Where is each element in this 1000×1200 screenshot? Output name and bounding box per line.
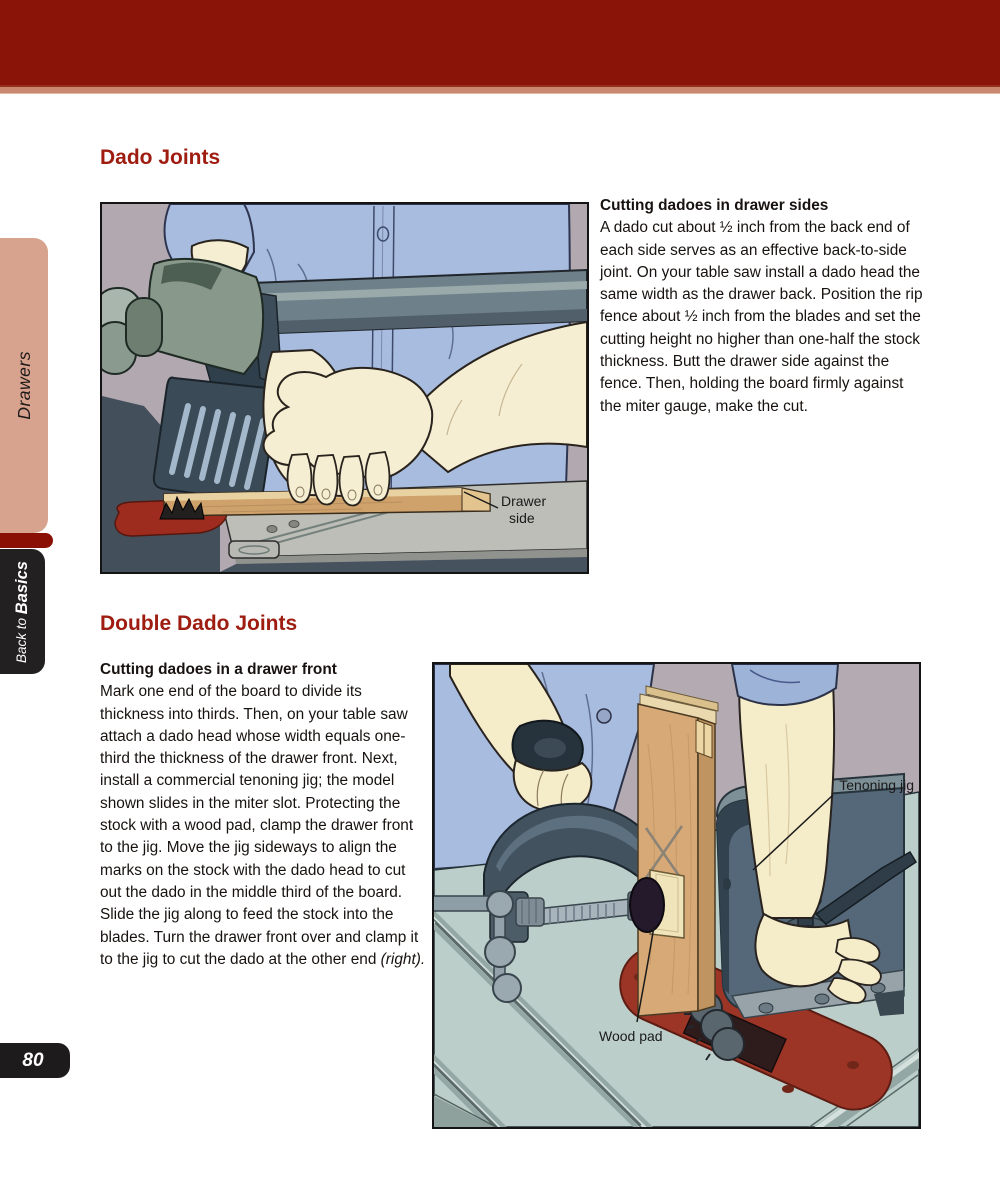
masthead-stripe (0, 85, 1000, 94)
section-heading-double-dado-joints: Double Dado Joints (100, 612, 298, 635)
article-cutting-dadoes-drawer-sides (600, 195, 925, 418)
drawer-side-label-line1: Drawer (501, 493, 547, 509)
series-tab-prefix: Back to (14, 613, 29, 663)
figure-dado-cut-illustration (100, 202, 589, 574)
page-number: 80 (22, 1049, 44, 1071)
article-body-italic: (right). (380, 950, 426, 968)
article-cutting-dadoes-drawer-front (100, 659, 430, 971)
chapter-tab-label: Drawers (13, 351, 34, 420)
article-body (100, 681, 430, 971)
drawer-front-board (638, 686, 718, 1016)
series-tab-emphasis: Basics (13, 560, 31, 614)
masthead-bar (0, 0, 1000, 85)
sidebar-accent-pill (0, 533, 53, 548)
fence-plate (154, 377, 277, 501)
sidebar-tab-chapter (0, 238, 48, 533)
figure-tenoning-jig-illustration (432, 662, 921, 1129)
article-body: A dado cut about ½ inch from the back end of each side serves as an effective back-to-side joint. On your table saw install a dado head the same width as the drawer back. Position the rip fence about ½ inch from the blades and set the cutting height no higher than one-half the stock thickness. Butt the drawer side against the fence. Then, holding the board firmly against the miter gauge, make the cut. (600, 219, 923, 415)
page-number-badge (0, 1043, 70, 1078)
dado-cut-drawing (102, 204, 587, 572)
wood-pad-label: Wood pad (599, 1028, 663, 1044)
article-title: Cutting dadoes in drawer sides (600, 197, 829, 214)
tenoning-jig-label: Tenoning jig (839, 777, 914, 793)
series-tab-label (13, 561, 32, 663)
section-heading-dado-joints: Dado Joints (100, 146, 221, 169)
drawer-side-label-line2: side (509, 510, 535, 526)
tenoning-jig-drawing (434, 664, 919, 1127)
article-body-main: Mark one end of the board to divide its thickness into thirds. Then, on your table saw attach a dado head whose width equals one-third the thickness of the drawer front. Next, install a commercial tenoning jig; the model shown slides in the miter slot. Protecting the stock with a wood pad, clamp the drawer front to the jig. Move the jig sideways to align the marks on the stock with the dado head to cut out the dado in the middle third of the board. Slide the jig along to feed the stock into the blades. Turn the drawer front over and clamp it to the jig to cut the dado at the other end (100, 683, 419, 968)
sidebar-tab-series (0, 549, 45, 674)
article-title: Cutting dadoes in a drawer front (100, 661, 337, 678)
